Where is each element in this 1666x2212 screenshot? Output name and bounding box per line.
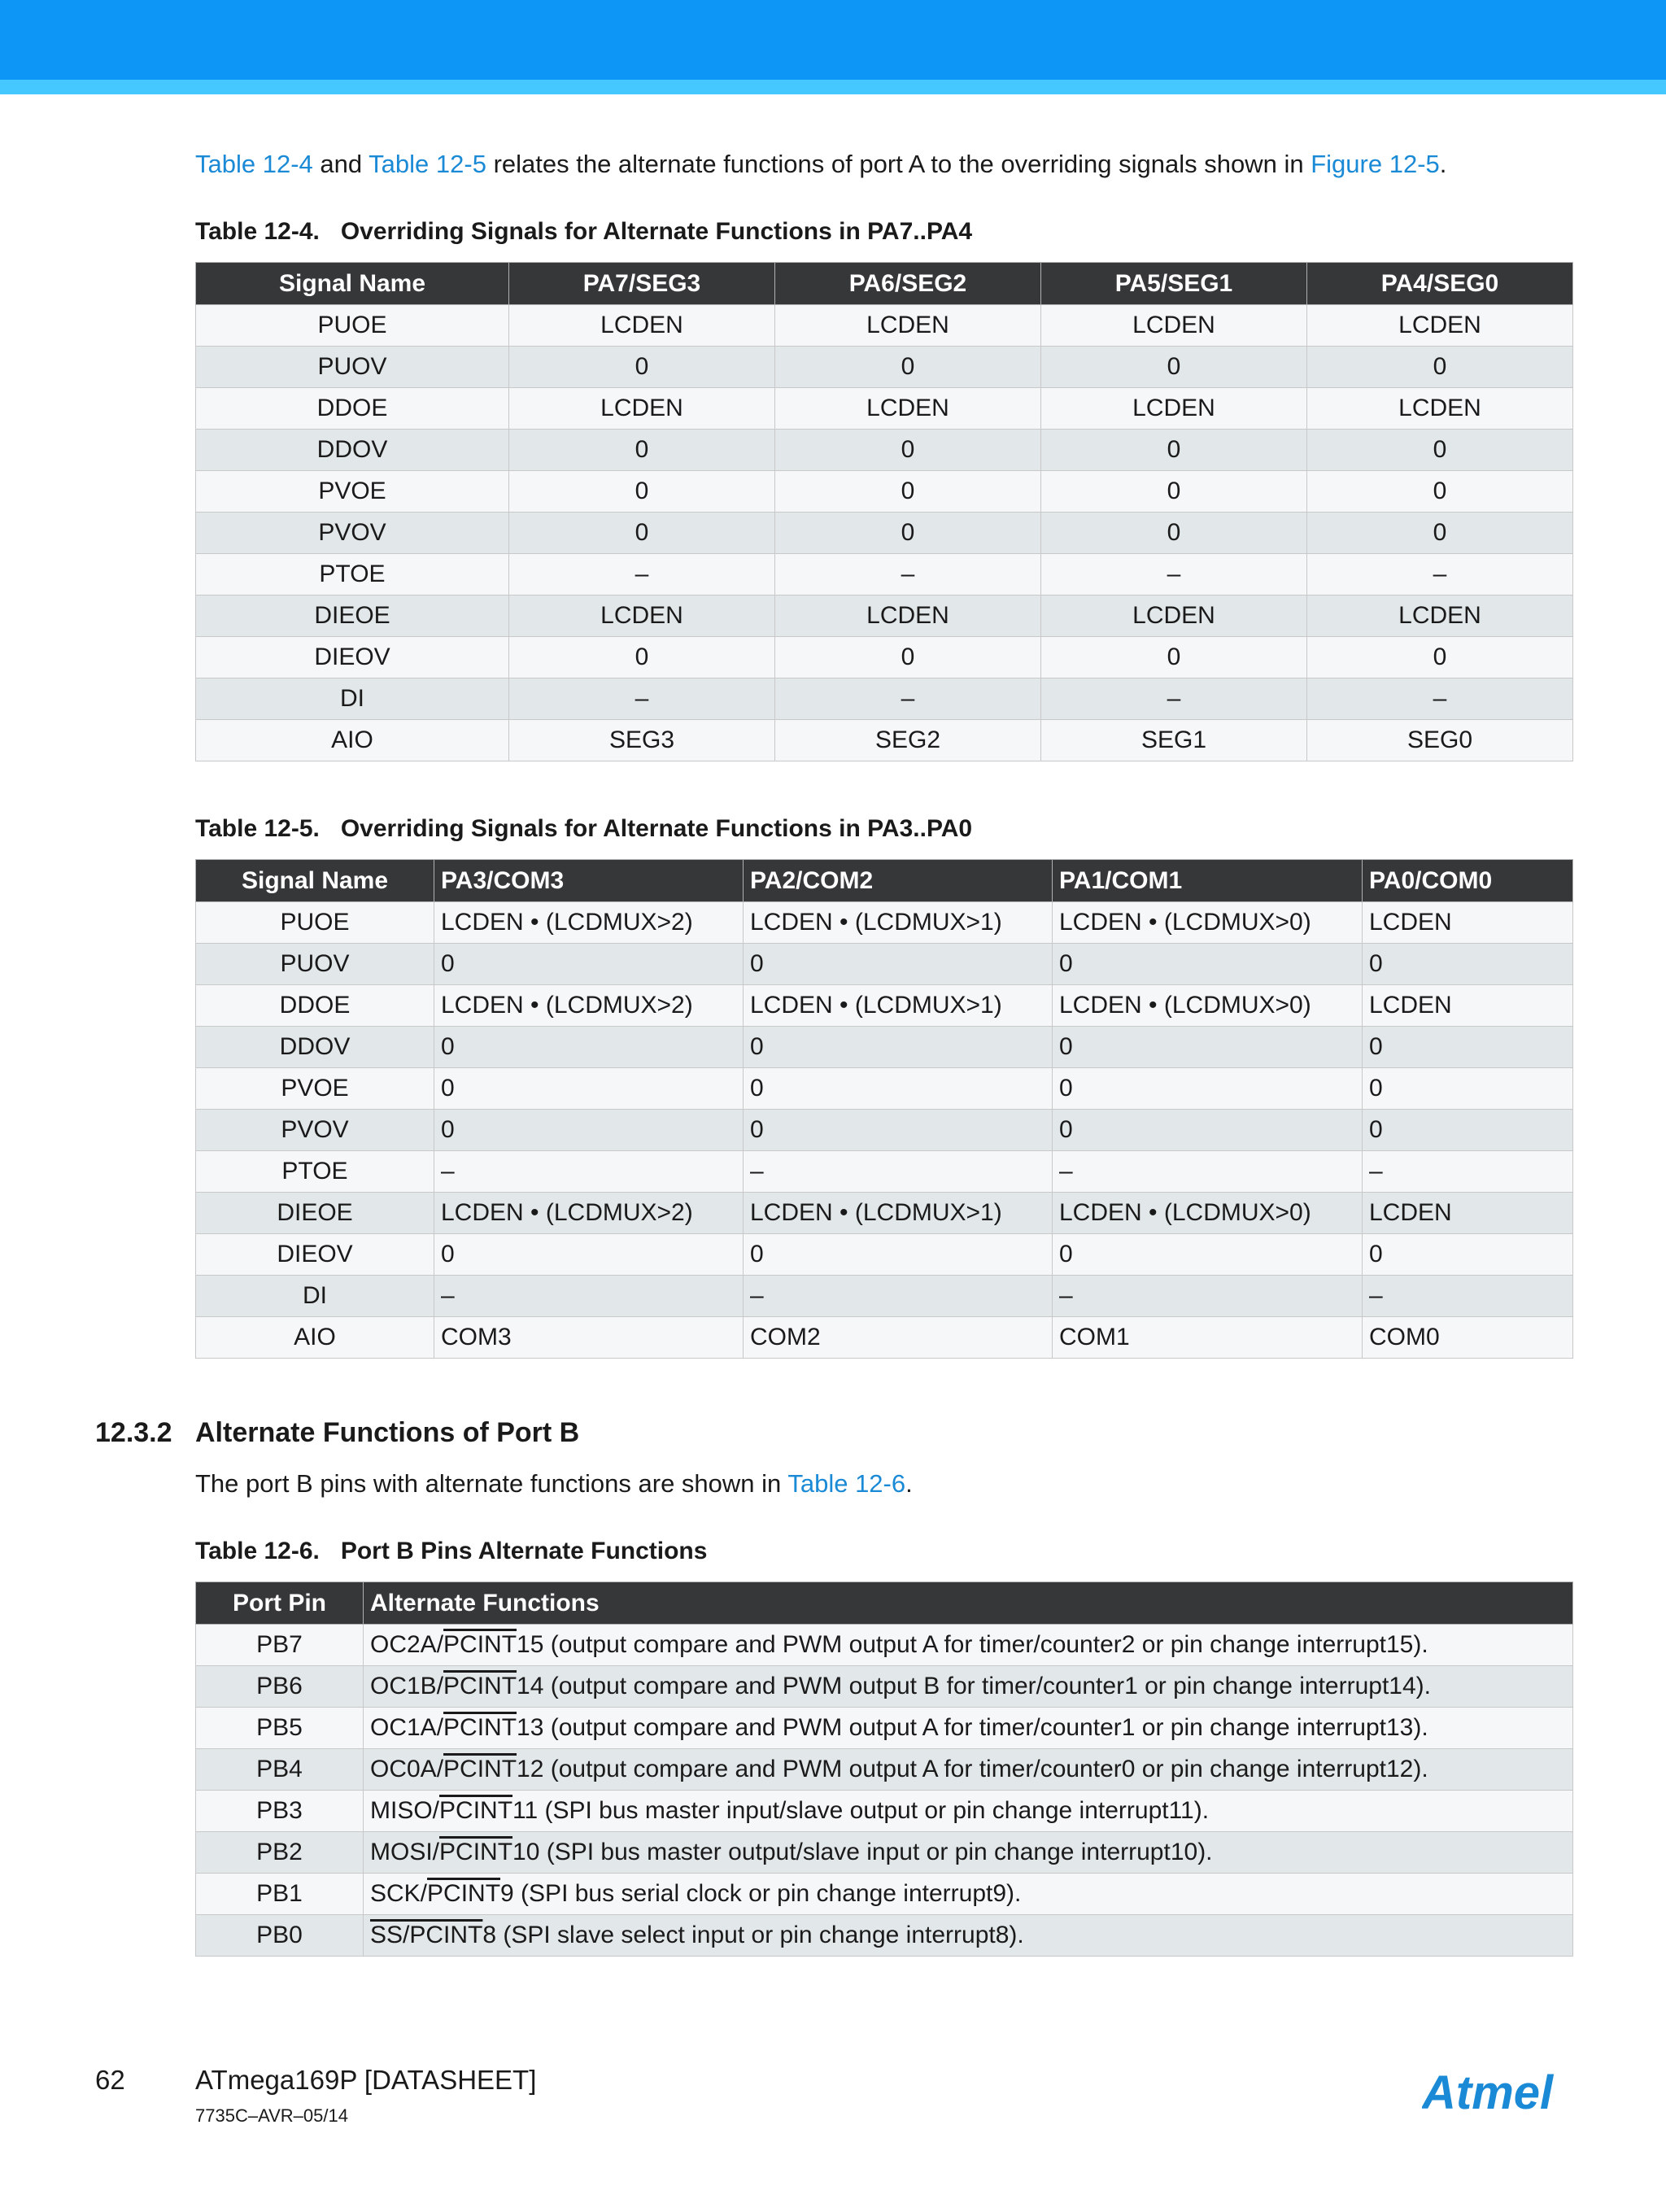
column-header: PA5/SEG1	[1041, 263, 1307, 305]
table-cell: 0	[434, 1234, 744, 1276]
table-cell: –	[509, 678, 775, 720]
table-12-4-body	[196, 305, 1573, 761]
alternate-functions-cell	[364, 1708, 1573, 1749]
signal-name-cell: DIEOV	[196, 637, 509, 678]
signal-name-cell: PVOV	[196, 513, 509, 554]
table-row	[196, 305, 1573, 347]
function-text: OC0A/	[370, 1756, 444, 1782]
alternate-functions-cell	[364, 1832, 1573, 1874]
table-cell: 0	[1363, 944, 1573, 985]
table-cell: LCDEN • (LCDMUX>1)	[744, 902, 1053, 944]
link-table-12-6[interactable]: Table 12-6	[787, 1469, 906, 1498]
page-number: 62	[95, 2065, 125, 2095]
table-cell: –	[775, 554, 1041, 596]
table-cell: 0	[775, 347, 1041, 388]
port-pin-cell: PB0	[196, 1915, 364, 1957]
signal-name-cell: DDOE	[196, 388, 509, 430]
table-cell: 0	[775, 471, 1041, 513]
table-cell: –	[1307, 554, 1573, 596]
port-pin-cell: PB6	[196, 1666, 364, 1708]
signal-name-cell: PUOV	[196, 347, 509, 388]
port-pin-cell: PB1	[196, 1874, 364, 1915]
active-low-signal: PCINT	[443, 1673, 517, 1699]
table-row	[196, 985, 1573, 1027]
function-text: (SPI bus serial clock or pin change interrupt9).	[513, 1880, 1022, 1907]
table-cell: 0	[1053, 1027, 1363, 1068]
table-cell: 0	[509, 637, 775, 678]
column-header: PA3/COM3	[434, 860, 744, 902]
table-row	[196, 430, 1573, 471]
signal-name-cell: PUOE	[196, 902, 434, 944]
table-cell: LCDEN	[509, 596, 775, 637]
table-cell: LCDEN	[1363, 902, 1573, 944]
function-text: 10	[512, 1839, 540, 1865]
function-text: (output compare and PWM output B for timer/counter1 or pin change interrupt14).	[543, 1673, 1431, 1699]
table-cell: 0	[775, 637, 1041, 678]
table-12-5-body	[196, 902, 1573, 1359]
port-pin-cell: PB4	[196, 1749, 364, 1791]
alternate-functions-cell	[364, 1874, 1573, 1915]
table-cell: LCDEN	[509, 388, 775, 430]
table-cell: 0	[1041, 513, 1307, 554]
alternate-functions-cell	[364, 1666, 1573, 1708]
table-cell: LCDEN	[1041, 305, 1307, 347]
table-cell: COM3	[434, 1317, 744, 1359]
table-cell: COM0	[1363, 1317, 1573, 1359]
active-low-signal: PCINT	[443, 1756, 517, 1782]
table-cell: LCDEN	[1363, 985, 1573, 1027]
table-cell: LCDEN • (LCDMUX>2)	[434, 985, 744, 1027]
table-cell: 0	[1053, 1110, 1363, 1151]
table-cell: COM1	[1053, 1317, 1363, 1359]
table-cell: 0	[1307, 637, 1573, 678]
table-cell: 0	[1041, 637, 1307, 678]
table-cell: LCDEN	[1041, 596, 1307, 637]
table-12-5-caption: Table 12-5. Overriding Signals for Alternate Functions in PA3..PA0	[195, 815, 973, 842]
table-cell: –	[1041, 554, 1307, 596]
function-text: SCK/	[370, 1880, 428, 1907]
table-row	[196, 1110, 1573, 1151]
table-cell: 0	[1307, 430, 1573, 471]
table-cell: –	[744, 1276, 1053, 1317]
function-text: MOSI/	[370, 1839, 440, 1865]
signal-name-cell: DI	[196, 1276, 434, 1317]
table-header-row	[196, 860, 1573, 902]
column-header: PA4/SEG0	[1307, 263, 1573, 305]
table-cell: –	[775, 678, 1041, 720]
table-12-6	[195, 1582, 1573, 1957]
table-cell: 0	[509, 513, 775, 554]
table-cell: 0	[1363, 1110, 1573, 1151]
table-cell: LCDEN	[775, 305, 1041, 347]
table-cell: LCDEN • (LCDMUX>0)	[1053, 1193, 1363, 1234]
document-title: ATmega169P [DATASHEET]	[195, 2065, 537, 2095]
table-cell: SEG1	[1041, 720, 1307, 761]
table-header-row	[196, 263, 1573, 305]
function-text: OC1A/	[370, 1714, 444, 1741]
logo-wordmark: Atmel	[1422, 2066, 1554, 2118]
signal-name-cell: PVOE	[196, 471, 509, 513]
signal-name-cell: DDOE	[196, 985, 434, 1027]
table-12-5	[195, 859, 1573, 1359]
table-12-4-caption: Table 12-4. Overriding Signals for Alternate Functions in PA7..PA4	[195, 218, 973, 245]
function-text: OC2A/	[370, 1631, 444, 1658]
function-text: 11	[512, 1797, 539, 1824]
table-cell: LCDEN • (LCDMUX>1)	[744, 985, 1053, 1027]
table-row	[196, 1749, 1573, 1791]
signal-name-cell: PTOE	[196, 554, 509, 596]
table-12-4	[195, 262, 1573, 761]
table-cell: 0	[1363, 1234, 1573, 1276]
function-text: 13	[517, 1714, 544, 1741]
table-cell: –	[509, 554, 775, 596]
table-cell: 0	[1307, 347, 1573, 388]
table-cell: SEG3	[509, 720, 775, 761]
alternate-functions-cell	[364, 1625, 1573, 1666]
table-row	[196, 720, 1573, 761]
table-row	[196, 1832, 1573, 1874]
table-cell: 0	[509, 471, 775, 513]
function-text: (SPI bus master output/slave input or pin change interrupt10).	[539, 1839, 1213, 1865]
active-low-signal: PCINT	[427, 1880, 501, 1907]
table-cell: 0	[1053, 1068, 1363, 1110]
section-paragraph: The port B pins with alternate functions are shown in Table 12-6.	[195, 1469, 913, 1498]
alternate-functions-cell	[364, 1749, 1573, 1791]
table-cell: 0	[1041, 347, 1307, 388]
header-bar-accent	[0, 80, 1666, 94]
table-cell: 0	[434, 1110, 744, 1151]
signal-name-cell: PUOV	[196, 944, 434, 985]
function-text: (output compare and PWM output A for timer/counter0 or pin change interrupt12).	[543, 1756, 1428, 1782]
table-cell: LCDEN	[1307, 305, 1573, 347]
signal-name-cell: DIEOE	[196, 1193, 434, 1234]
table-cell: 0	[775, 513, 1041, 554]
table-header-row	[196, 1582, 1573, 1625]
table-cell: SEG0	[1307, 720, 1573, 761]
table-cell: 0	[434, 944, 744, 985]
table-cell: 0	[744, 1110, 1053, 1151]
table-cell: 0	[434, 1068, 744, 1110]
table-cell: LCDEN • (LCDMUX>0)	[1053, 902, 1363, 944]
function-text: 8	[482, 1922, 497, 1948]
table-row	[196, 1874, 1573, 1915]
signal-name-cell: PVOV	[196, 1110, 434, 1151]
port-pin-cell: PB3	[196, 1791, 364, 1832]
table-cell: 0	[509, 347, 775, 388]
function-text: MISO/	[370, 1797, 440, 1824]
table-cell: LCDEN	[775, 596, 1041, 637]
port-pin-cell: PB7	[196, 1625, 364, 1666]
table-cell: 0	[1053, 1234, 1363, 1276]
table-cell: 0	[1041, 430, 1307, 471]
table-cell: 0	[1363, 1027, 1573, 1068]
table-cell: 0	[509, 430, 775, 471]
column-header: PA2/COM2	[744, 860, 1053, 902]
table-cell: COM2	[744, 1317, 1053, 1359]
table-12-6-caption: Table 12-6. Port B Pins Alternate Functions	[195, 1538, 708, 1564]
table-cell: LCDEN • (LCDMUX>2)	[434, 1193, 744, 1234]
table-cell: 0	[434, 1027, 744, 1068]
table-row	[196, 471, 1573, 513]
column-header: Signal Name	[196, 263, 509, 305]
table-cell: –	[744, 1151, 1053, 1193]
signal-name-cell: PTOE	[196, 1151, 434, 1193]
intro-paragraph: Table 12-4 and Table 12-5 relates the alternate functions of port A to the overriding signals shown in Figure 12-5.	[195, 150, 1447, 178]
function-text: 9	[500, 1880, 514, 1907]
table-cell: 0	[1363, 1068, 1573, 1110]
table-row	[196, 554, 1573, 596]
table-cell: 0	[744, 1234, 1053, 1276]
table-row	[196, 1666, 1573, 1708]
table-cell: 0	[1307, 513, 1573, 554]
signal-name-cell: AIO	[196, 1317, 434, 1359]
atmel-logo	[1422, 2066, 1572, 2118]
table-cell: LCDEN	[1041, 388, 1307, 430]
table-cell: LCDEN	[509, 305, 775, 347]
table-cell: LCDEN	[775, 388, 1041, 430]
port-pin-cell: PB5	[196, 1708, 364, 1749]
signal-name-cell: DDOV	[196, 1027, 434, 1068]
table-cell: 0	[1053, 944, 1363, 985]
table-row	[196, 1151, 1573, 1193]
table-row	[196, 902, 1573, 944]
table-12-6-body	[196, 1625, 1573, 1957]
table-row	[196, 596, 1573, 637]
table-cell: 0	[1307, 471, 1573, 513]
table-cell: LCDEN • (LCDMUX>1)	[744, 1193, 1053, 1234]
signal-name-cell: AIO	[196, 720, 509, 761]
active-low-signal: SS/PCINT	[370, 1922, 483, 1948]
function-text: 12	[517, 1756, 544, 1782]
table-row	[196, 678, 1573, 720]
table-cell: SEG2	[775, 720, 1041, 761]
signal-name-cell: PVOE	[196, 1068, 434, 1110]
table-cell: LCDEN • (LCDMUX>2)	[434, 902, 744, 944]
table-cell: –	[1363, 1276, 1573, 1317]
signal-name-cell: DIEOV	[196, 1234, 434, 1276]
function-text: (SPI slave select input or pin change interrupt8).	[496, 1922, 1024, 1948]
table-cell: 0	[744, 1068, 1053, 1110]
table-cell: 0	[775, 430, 1041, 471]
table-row	[196, 1317, 1573, 1359]
port-pin-cell: PB2	[196, 1832, 364, 1874]
section-heading: 12.3.2 Alternate Functions of Port B	[95, 1417, 580, 1448]
column-header: PA6/SEG2	[775, 263, 1041, 305]
table-row	[196, 1625, 1573, 1666]
table-row	[196, 513, 1573, 554]
signal-name-cell: DI	[196, 678, 509, 720]
link-table-12-4[interactable]: Table 12-4	[195, 150, 313, 178]
table-cell: –	[434, 1276, 744, 1317]
column-header: PA7/SEG3	[509, 263, 775, 305]
active-low-signal: PCINT	[443, 1714, 517, 1741]
alternate-functions-cell	[364, 1915, 1573, 1957]
alternate-functions-cell	[364, 1791, 1573, 1832]
column-header: Alternate Functions	[364, 1582, 1573, 1625]
table-row	[196, 1915, 1573, 1957]
table-cell: 0	[1041, 471, 1307, 513]
table-cell: –	[1053, 1151, 1363, 1193]
table-cell: –	[434, 1151, 744, 1193]
table-cell: –	[1041, 678, 1307, 720]
function-text: 15	[517, 1631, 544, 1658]
table-row	[196, 1708, 1573, 1749]
function-text: (SPI bus master input/slave output or pin change interrupt11).	[538, 1797, 1210, 1824]
signal-name-cell: DIEOE	[196, 596, 509, 637]
column-header: PA0/COM0	[1363, 860, 1573, 902]
table-cell: LCDEN • (LCDMUX>0)	[1053, 985, 1363, 1027]
table-row	[196, 1791, 1573, 1832]
link-figure-12-5[interactable]: Figure 12-5	[1311, 150, 1440, 178]
table-row	[196, 1068, 1573, 1110]
table-cell: –	[1053, 1276, 1363, 1317]
link-table-12-5[interactable]: Table 12-5	[369, 150, 486, 178]
document-code: 7735C–AVR–05/14	[195, 2105, 348, 2126]
function-text: OC1B/	[370, 1673, 444, 1699]
function-text: (output compare and PWM output A for timer/counter2 or pin change interrupt15).	[543, 1631, 1428, 1658]
table-row	[196, 944, 1573, 985]
signal-name-cell: DDOV	[196, 430, 509, 471]
table-row	[196, 1027, 1573, 1068]
table-row	[196, 1276, 1573, 1317]
table-cell: LCDEN	[1307, 388, 1573, 430]
active-low-signal: PCINT	[439, 1797, 513, 1824]
table-row	[196, 388, 1573, 430]
signal-name-cell: PUOE	[196, 305, 509, 347]
table-row	[196, 1193, 1573, 1234]
table-cell: LCDEN	[1363, 1193, 1573, 1234]
function-text: 14	[517, 1673, 544, 1699]
table-cell: 0	[744, 944, 1053, 985]
function-text: (output compare and PWM output A for timer/counter1 or pin change interrupt13).	[543, 1714, 1428, 1741]
table-cell: –	[1307, 678, 1573, 720]
table-cell: –	[1363, 1151, 1573, 1193]
active-low-signal: PCINT	[439, 1839, 513, 1865]
table-row	[196, 637, 1573, 678]
column-header: Port Pin	[196, 1582, 364, 1625]
header-bar	[0, 0, 1666, 80]
table-cell: 0	[744, 1027, 1053, 1068]
active-low-signal: PCINT	[443, 1631, 517, 1658]
table-row	[196, 1234, 1573, 1276]
column-header: Signal Name	[196, 860, 434, 902]
table-row	[196, 347, 1573, 388]
table-cell: LCDEN	[1307, 596, 1573, 637]
column-header: PA1/COM1	[1053, 860, 1363, 902]
